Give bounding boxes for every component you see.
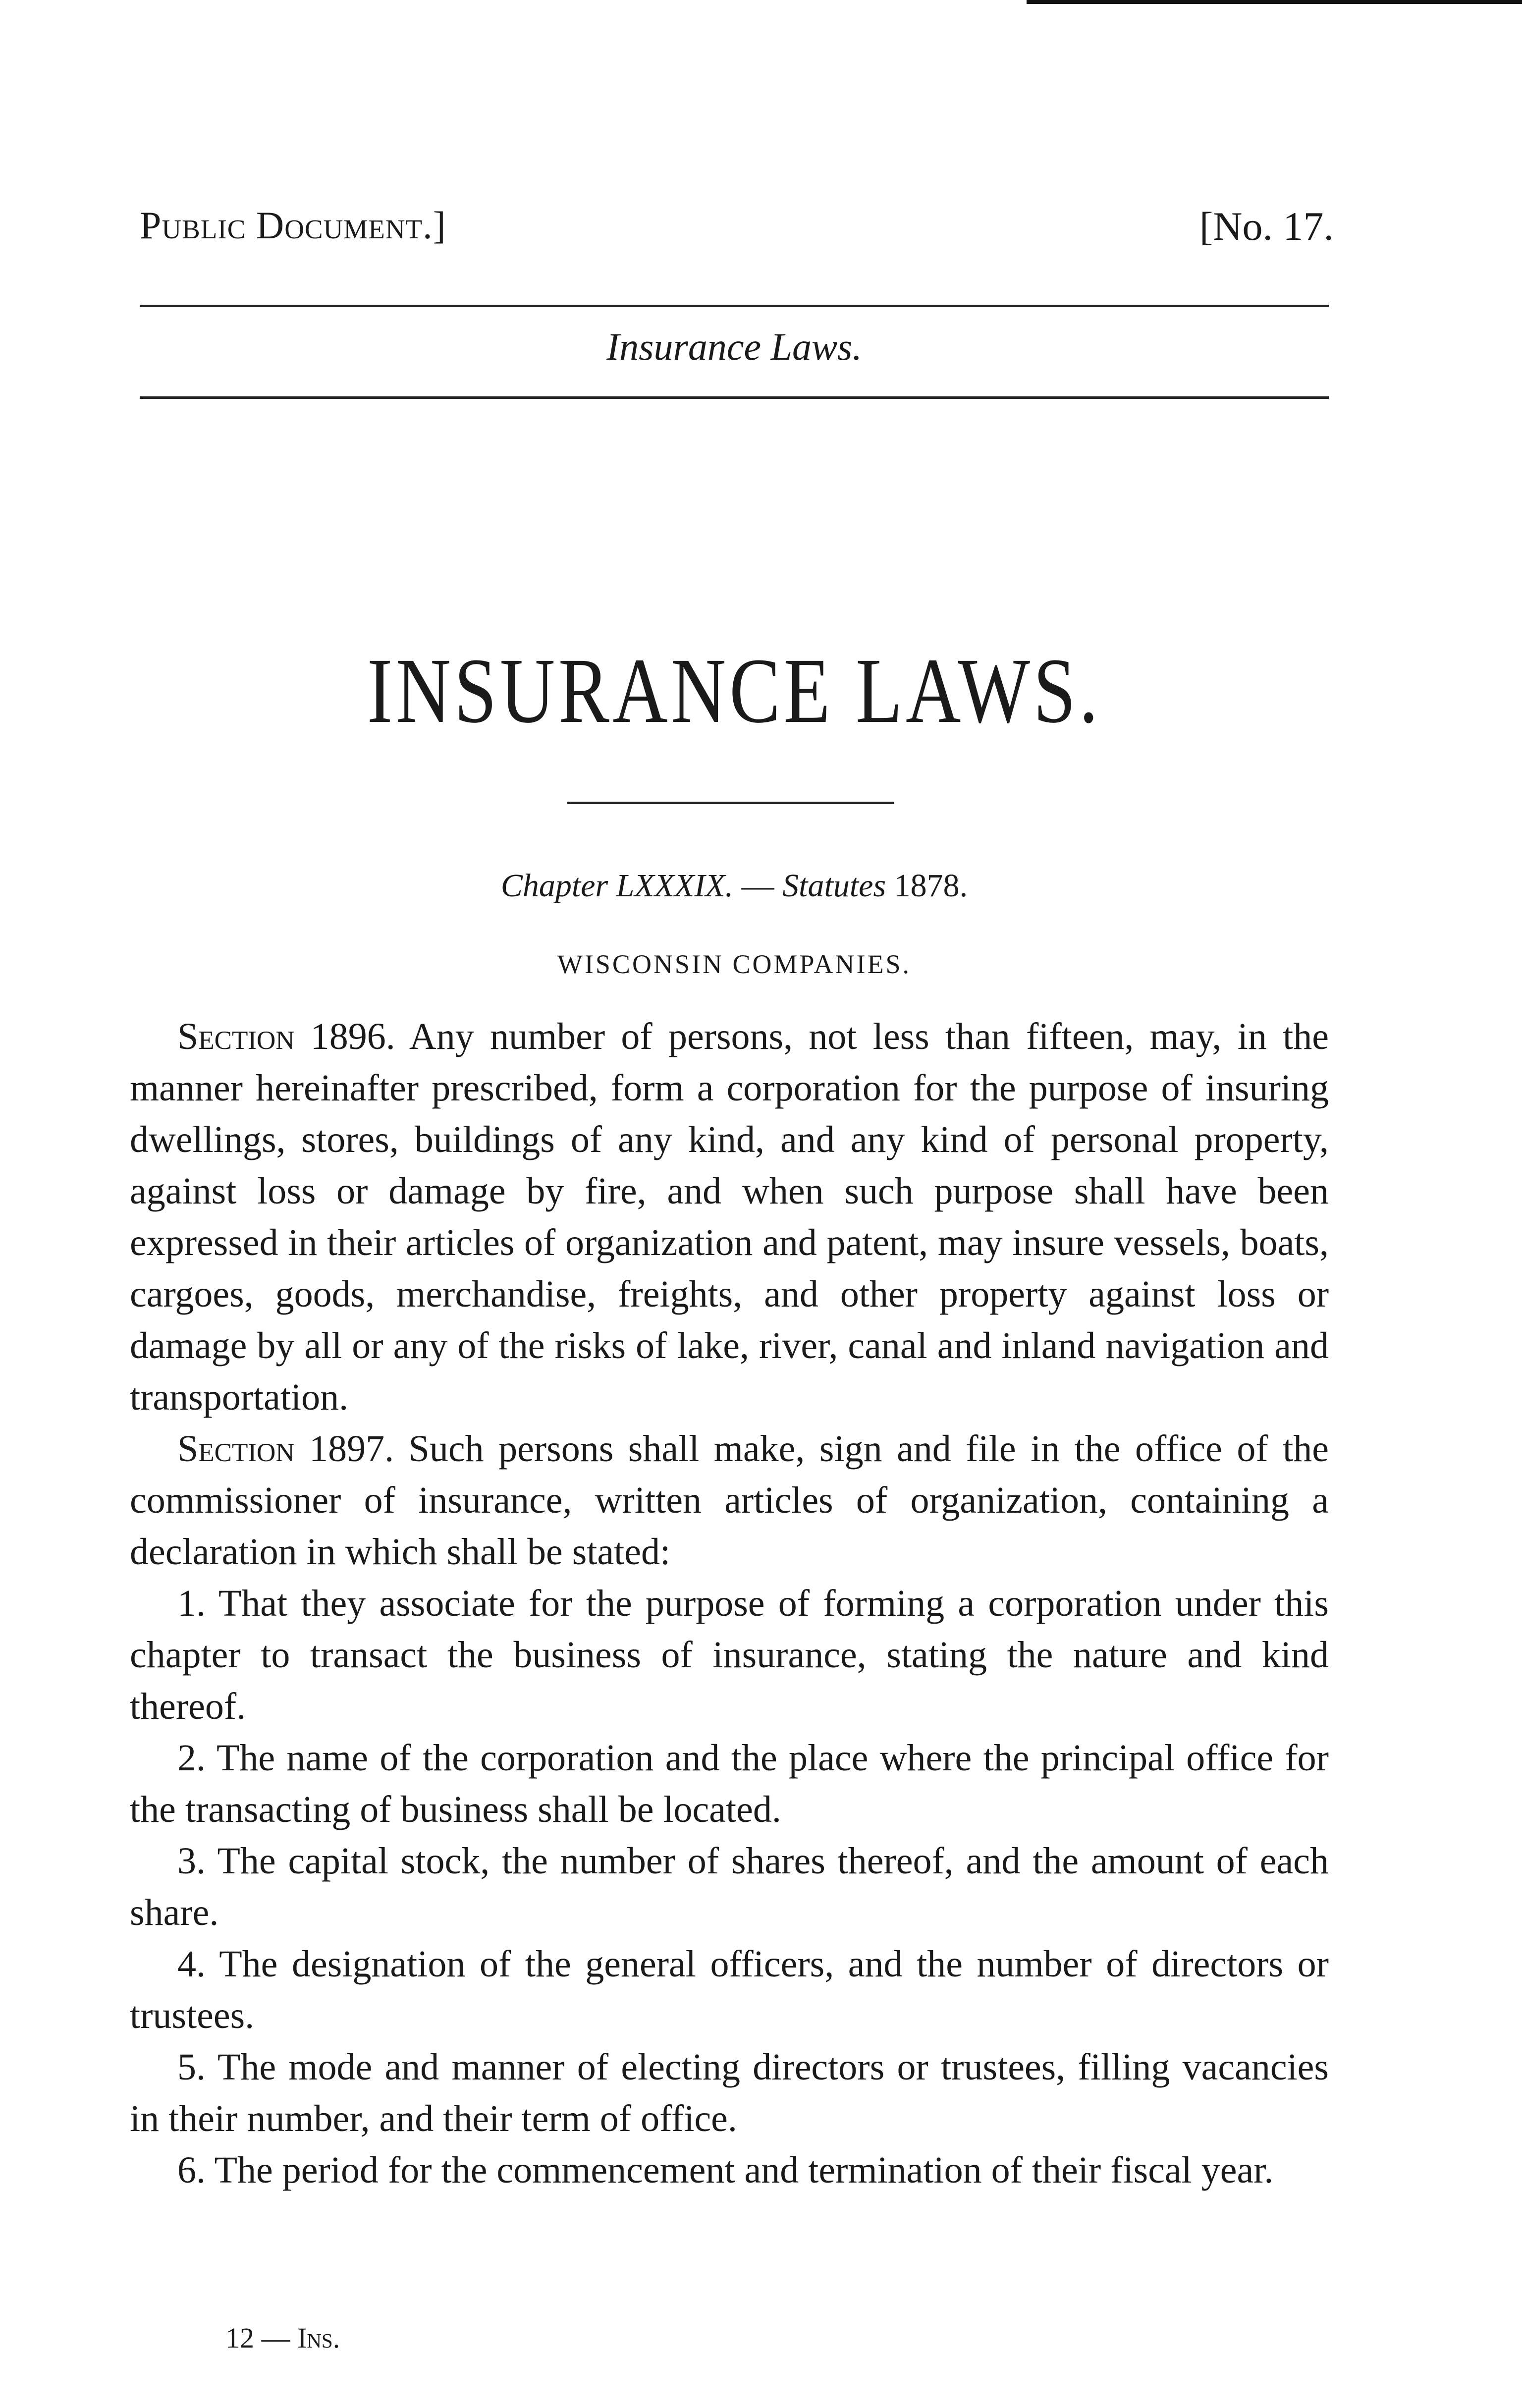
- running-title: Insurance Laws.: [606, 325, 862, 368]
- statutes-label: Statutes: [782, 868, 886, 904]
- header-document-number: [No. 17.: [1199, 204, 1334, 249]
- main-title: INSURANCE LAWS.: [367, 639, 1102, 742]
- signature-mark: [225, 2321, 340, 2354]
- section-paragraph: [130, 1011, 1329, 1423]
- title-divider: [567, 802, 894, 804]
- section-subheading: WISCONSIN COMPANIES.: [557, 949, 912, 979]
- section-text: Such persons shall make, sign and file in the office of the commissioner of insurance, written articles of organization, containing a declaration in which shall be stated:: [130, 1428, 1329, 1573]
- scan-edge-mark: [1027, 0, 1522, 4]
- chapter-reference: [0, 867, 1468, 905]
- header-rule-bottom: [140, 396, 1329, 399]
- list-item: 5. The mode and manner of electing directors or trustees, filling vacancies in their number, and their term of office.: [130, 2046, 1329, 2139]
- signature-number: 12 —: [225, 2322, 297, 2354]
- list-item: 2. The name of the corporation and the place where the principal office for the transacting of business shall be located.: [130, 1737, 1329, 1830]
- header-rule-top: [140, 305, 1329, 307]
- header-public-document: Public Document.]: [140, 204, 446, 247]
- section-paragraph: [130, 1423, 1329, 1578]
- list-item: 1. That they associate for the purpose of forming a corporation under this chapter to transact the business of insurance, stating the nature and kind thereof.: [130, 1583, 1329, 1727]
- chapter-dash: —: [733, 868, 783, 904]
- statutes-year: 1878.: [886, 868, 968, 904]
- chapter-label: Chapter LXXXIX.: [500, 868, 734, 904]
- list-item: 3. The capital stock, the number of shares thereof, and the amount of each share.: [130, 1840, 1329, 1933]
- section-label: Section 1897.: [177, 1428, 394, 1470]
- section-text: Any number of persons, not less than fifteen, may, in the manner hereinafter prescribed, form a corporation for the purpose of insuring dwellings, stores, buildings of any kind, and any kind of personal property, against loss or damage by fire, and when such purpose shall have been expressed in their articles of organization and patent, may insure vessels, boats, cargoes, goods, merchandise, freights, and other property against loss or damage by all or any of the risks of lake, river, canal and inland navigation and transportation.: [130, 1016, 1329, 1418]
- signature-abbr: Ins.: [297, 2322, 340, 2354]
- section-label: Section 1896.: [177, 1016, 395, 1057]
- list-item: 4. The designation of the general officers, and the number of directors or trustees.: [130, 1943, 1329, 2036]
- body-text: [130, 1011, 1329, 2196]
- list-item: 6. The period for the commencement and termination of their fiscal year.: [177, 2149, 1274, 2191]
